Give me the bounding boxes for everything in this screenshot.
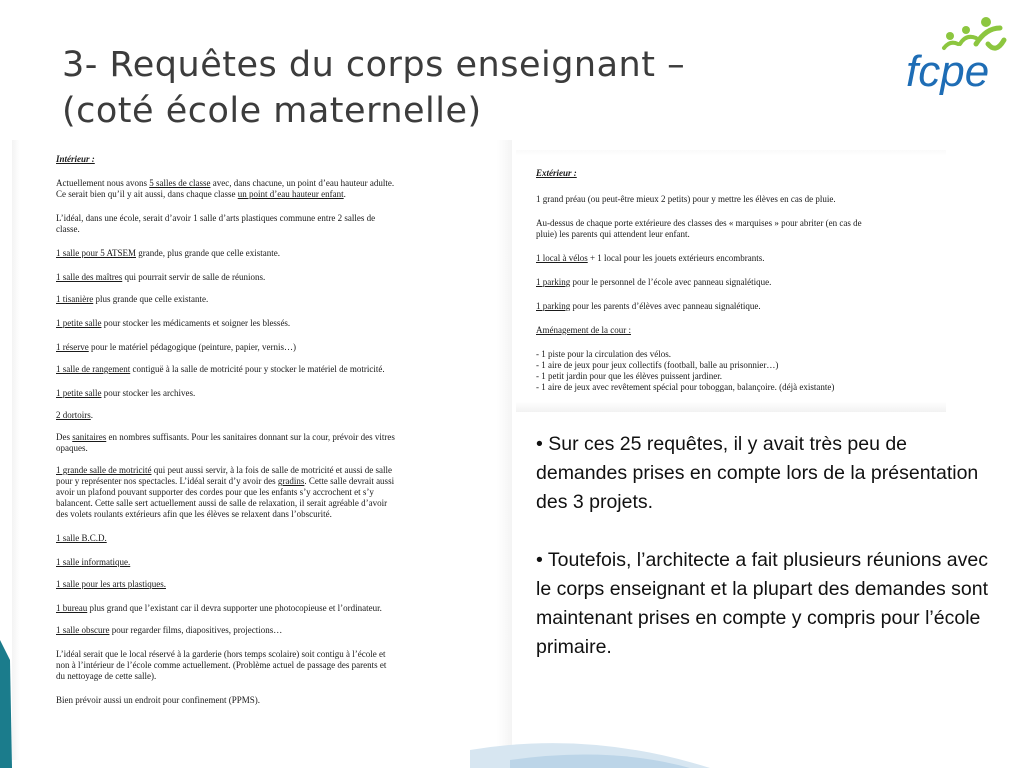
bottom-decoration [470,720,710,768]
scan-line-text: classe. [56,224,80,234]
scan-line-text: 1 grand préau (ou peut-être mieux 2 petits) pour y mettre les élèves en cas de pluie. [536,194,836,204]
scan-line [56,248,280,259]
scan-line-underlined: 1 salle pour 5 ATSEM [56,248,136,258]
scan-line [56,695,260,706]
scan-line-text: L’idéal, dans une école, serait d’avoir 1 salle d’arts plastiques commune entre 2 salles de [56,213,376,223]
scan-line-underlined: 1 local à vélos [536,253,588,263]
scan-line-text: pour le personnel de l’école avec panneau signalétique. [570,277,772,287]
scan-line-text: Ce serait bien qu’il y ait aussi, dans chaque classe [56,189,238,199]
scan-line-underlined: 1 salle informatique. [56,557,131,567]
scan-line [536,360,778,371]
scan-line-text: du nettoyage de cette salle). [56,671,157,681]
scan-line-text: L’idéal serait que le local réservé à la garderie (hors temps scolaire) soit contigu à l’école et [56,649,386,659]
scan-line [56,213,375,224]
scan-line [56,443,88,454]
scan-line [536,277,771,288]
scan-line [536,325,631,336]
scan-line [56,671,156,682]
scan-line [56,509,332,520]
slide-title-line-1: 3- Requêtes du corps enseignant – [62,45,686,85]
scan-line [56,410,93,421]
scan-line [56,487,374,498]
scan-line-underlined: 1 salle de rangement [56,364,131,374]
scan-line [56,579,166,590]
fcpe-logo-graphic [900,14,1010,114]
scan-line-underlined: 1 réserve [56,342,89,352]
scan-line-text: pour regarder films, diapositives, projections… [109,625,283,635]
scan-line-underlined: 1 petite salle [56,318,102,328]
scan-line [56,318,290,329]
scan-line [56,364,385,375]
scan-line-text: Bien prévoir aussi un endroit pour confinement (PPMS). [56,695,260,705]
scan-line [56,178,394,189]
scan-line-text: pour les parents d’élèves avec panneau signalétique. [570,301,761,311]
scan-line [56,342,296,353]
scan-line-underlined: 1 parking [536,277,571,287]
scan-line [536,218,862,229]
scan-line-text: en nombres suffisants. Pour les sanitaires donnant sur la cour, prévoir des vitres [106,432,395,442]
scan-line-text: Des [56,432,73,442]
scan-line-text: - 1 piste pour la circulation des vélos. [536,349,671,359]
scan-line-underlined: 1 parking [536,301,571,311]
scan-line-underlined: 1 salle pour les arts plastiques. [56,579,166,589]
slide-title [62,42,782,134]
scan-line [56,533,107,544]
scan-line-text: + 1 local pour les jouets extérieurs encombrants. [587,253,765,263]
bullet-1: • Sur ces 25 requêtes, il y avait très peu de demandes prises en compte lors de la présentation des 3 projets. [536,433,979,513]
scan-line-underlined: 2 dortoirs [56,410,91,420]
fcpe-logo [900,14,1010,114]
scan-line [536,349,671,360]
scan-line-text: des volets roulants extérieurs afin que les élèves se relaxent dans l’obscurité. [56,509,332,519]
scan-line-underlined: 5 salles de classe [149,178,211,188]
scan-line-text: pour stocker les archives. [101,388,196,398]
scan-line-text: . Cette salle devrait aussi [304,476,395,486]
scan-line-underlined: un point d’eau hauteur enfant [237,189,344,199]
scan-line [536,253,765,264]
scan-line [56,388,195,399]
scan-line [536,194,836,205]
scan-line [56,224,80,235]
scan-line [56,432,395,443]
scan-line-text: plus grande que celle existante. [93,294,209,304]
scan-line [536,371,722,382]
scan-line-underlined: sanitaires [72,432,107,442]
scan-line-text: - 1 aire de jeux avec revêtement spécial pour toboggan, balançoire. (déjà existante) [536,382,835,392]
scan-heading-exterieur: Extérieur : [536,168,577,178]
scan-line-text: qui pourrait servir de salle de réunions. [122,272,266,282]
scan-line [56,465,392,476]
fcpe-logo-text: fcpe [906,47,990,96]
scan-line-underlined: 1 bureau [56,603,88,613]
scan-line [56,603,382,614]
scan-line-underlined: 1 petite salle [56,388,102,398]
scan-line-text: - 1 petit jardin pour que les élèves puissent jardiner. [536,371,722,381]
scan-line-text: Actuellement nous avons [56,178,150,188]
scan-line [536,382,834,393]
scan-line-text: qui peut aussi servir, à la fois de salle de motricité et aussi de salle [151,465,393,475]
scanned-document-exterieur [516,150,946,412]
scan-line-text: opaques. [56,443,88,453]
scan-line-underlined: 1 salle des maîtres [56,272,123,282]
bullet-2: • Toutefois, l’architecte a fait plusieurs réunions avec le corps enseignant et la plupart des demandes sont maintenant prises en compte y compris pour l’école primaire. [536,549,989,658]
scanned-document-interieur [12,140,512,760]
scan-line [56,660,386,671]
scan-line [536,301,761,312]
corner-decoration [0,640,14,768]
scan-line-text: . [343,189,346,199]
scan-heading-interieur: Intérieur : [56,154,95,164]
scan-line [56,272,265,283]
scan-line-text: contiguë à la salle de motricité pour y stocker le matériel de motricité. [130,364,385,374]
scan-line [56,476,394,487]
scan-line-text: pour le matériel pédagogique (peinture, papier, vernis…) [88,342,297,352]
slide-title-line-2: (coté école maternelle) [62,91,482,131]
scan-line-underlined: 1 grande salle de motricité [56,465,152,475]
scan-line-text: avoir un plafond pouvant supporter des cordes pour que les enfants s’y accrochent et s’y [56,487,374,497]
scan-line-text: pluie) les parents qui attendent leur enfant. [536,229,690,239]
scan-line-text: grande, plus grande que celle existante. [136,248,280,258]
scan-line [56,498,387,509]
scan-line-underlined: 1 salle B.C.D. [56,533,107,543]
scan-line-underlined: Aménagement de la cour : [536,325,631,335]
scan-line-text: - 1 aire de jeux pour jeux collectifs (football, balle au prisonnier…) [536,360,779,370]
scan-line [56,294,208,305]
scan-line-text: Au-dessus de chaque porte extérieure des classes des « marquises » pour abriter (en cas de [536,218,862,228]
scan-line-text: pour y représenter nos spectacles. L’idéal serait d’y avoir des [56,476,278,486]
scan-line-text: avec, dans chacune, un point d’eau hauteur adulte. [210,178,395,188]
scan-line [56,557,130,568]
scan-line-text: non à l’intérieur de l’école comme actuellement. (Problème actuel de passage des parents et [56,660,387,670]
bullet-list [536,430,996,691]
scan-line-text: plus grand que l’existant car il devra supporter une photocopieuse et l’ordinateur. [87,603,382,613]
scan-line-underlined: 1 tisanière [56,294,94,304]
scan-line [56,649,386,660]
scan-line-underlined: gradins [277,476,305,486]
scan-line-text: balancent. Cette salle sert actuellement aussi de salle de relaxation, il serait agréable d’avoir [56,498,388,508]
scan-line-text: . [90,410,93,420]
scan-line-underlined: 1 salle obscure [56,625,110,635]
scan-line-text: pour stocker les médicaments et soigner les blessés. [101,318,291,328]
scan-line [56,625,282,636]
scan-line [536,229,690,240]
scan-line [56,189,346,200]
